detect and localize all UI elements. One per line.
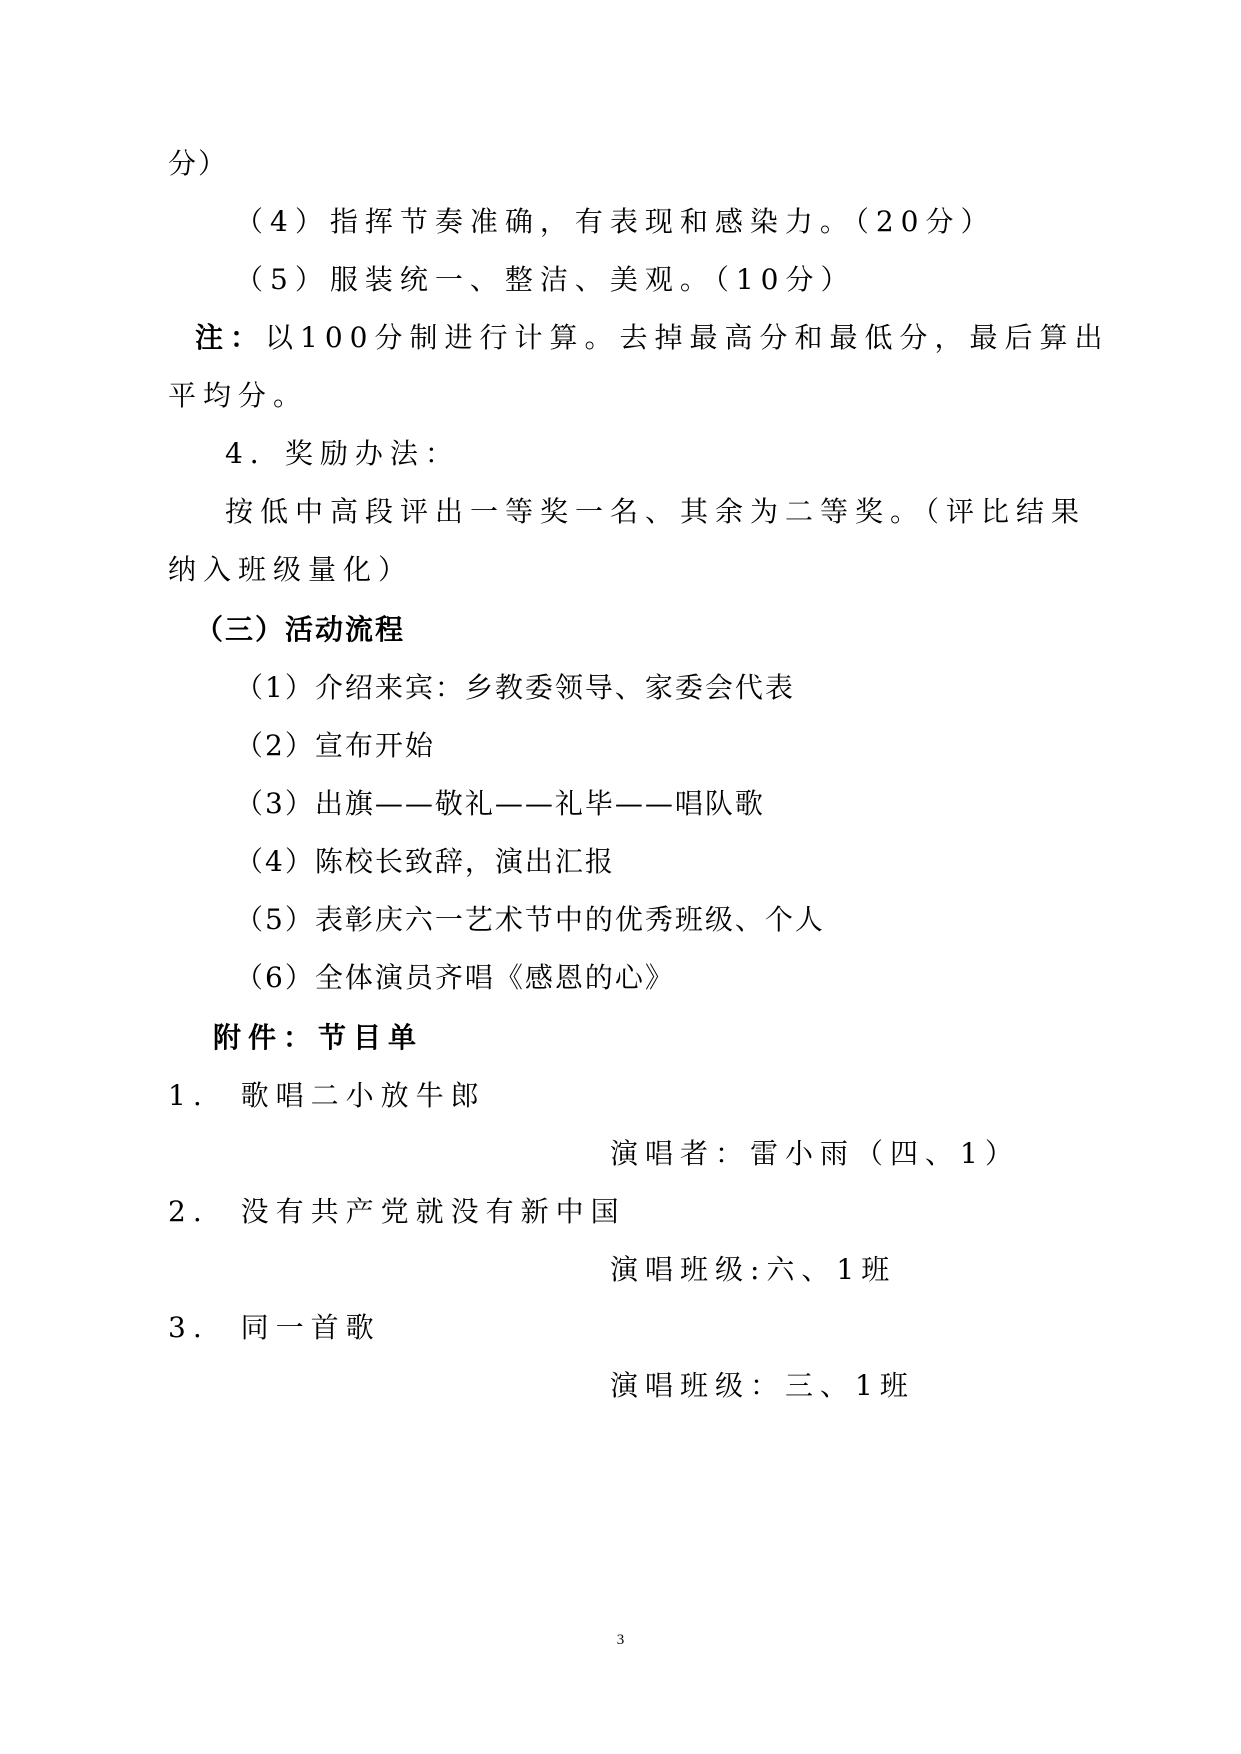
program-title: 歌唱二小放牛郎 <box>240 1079 486 1112</box>
paragraph-line: 分） <box>168 147 229 180</box>
paragraph-line: 按低中高段评出一等奖一名、其余为二等奖。（评比结果 <box>225 495 1087 528</box>
program-number: 2. <box>168 1195 209 1228</box>
process-heading: （三）活动流程 <box>195 613 406 646</box>
paragraph-line: 纳入班级量化） <box>168 553 414 586</box>
paragraph-line: 平均分。 <box>168 379 309 412</box>
attachment-heading: 附件：节目单 <box>213 1021 424 1054</box>
program-performer: 演唱班级：三、1班 <box>610 1369 915 1402</box>
program-title: 同一首歌 <box>240 1311 381 1344</box>
paragraph-line: （5）服装统一、整洁、美观。（10分） <box>235 263 856 296</box>
note-label: 注： <box>195 321 266 354</box>
page-number: 3 <box>616 1632 625 1648</box>
program-number: 3. <box>168 1311 209 1344</box>
program-item <box>168 1194 626 1230</box>
process-item: （6）全体演员齐唱《感恩的心》 <box>235 961 675 994</box>
note-paragraph <box>195 320 1109 356</box>
process-item: （1）介绍来宾：乡教委领导、家委会代表 <box>235 671 795 704</box>
note-text: 以100分制进行计算。去掉最高分和最低分，最后算出 <box>265 321 1110 354</box>
process-item: （4）陈校长致辞，演出汇报 <box>235 845 615 878</box>
program-item <box>168 1078 486 1114</box>
program-title: 没有共产党就没有新中国 <box>240 1195 626 1228</box>
paragraph-line: （4）指挥节奏准确，有表现和感染力。（20分） <box>235 205 996 238</box>
program-performer: 演唱班级:六、1班 <box>610 1253 897 1286</box>
program-performer: 演唱者：雷小雨（四、1） <box>610 1137 1020 1170</box>
process-item: （5）表彰庆六一艺术节中的优秀班级、个人 <box>235 903 825 936</box>
program-item <box>168 1310 381 1346</box>
process-item: （3）出旗——敬礼——礼毕——唱队歌 <box>235 787 765 820</box>
section-subheading: 4．奖励办法： <box>225 437 460 470</box>
process-item: （2）宣布开始 <box>235 729 435 762</box>
program-number: 1. <box>168 1079 209 1112</box>
